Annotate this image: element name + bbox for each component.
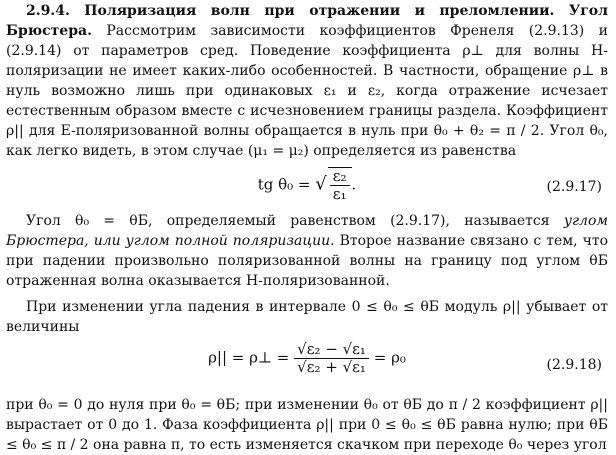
fraction-denominator: ε₁ xyxy=(332,185,347,203)
page xyxy=(6,0,608,455)
fraction xyxy=(330,168,350,203)
equation-number: (2.9.17) xyxy=(546,179,602,195)
equation-lhs: tg θ₀ = xyxy=(257,175,311,194)
equation-tail: . xyxy=(351,175,357,194)
paragraph-brewster xyxy=(6,211,608,291)
equation-rhs: = ρ₀ xyxy=(373,348,406,367)
fraction xyxy=(294,341,369,376)
equation-2-9-17 xyxy=(6,167,608,207)
paragraph-phase-text: при θ₀ = 0 до нуля при θ₀ = θБ; при изменении θ₀ от θБ до π / 2 коэффициент ρ|| вырастает от 0 до 1. Фаза коэффициента ρ|| при 0 ≤ θ₀ ≤ θБ равна нулю; при θБ ≤ θ₀ ≤ π / 2 она равна π, то есть изменяется скачком при переходе θ₀ через угол xyxy=(6,397,608,453)
fraction-numerator: ε₂ xyxy=(330,168,350,186)
equation-body xyxy=(6,341,608,376)
fraction-denominator: √ε₂ + √ε₁ xyxy=(297,358,366,376)
equation-body xyxy=(6,167,608,203)
brewster-term: углом Брюстера, или углом полной поляризации. xyxy=(6,213,608,249)
sqrt-radicand xyxy=(328,167,352,203)
paragraph-brewster-text-a: Угол θ₀ = θБ, определяемый равенством (2.9.17), называется xyxy=(26,213,564,229)
sqrt-sign: √ xyxy=(315,173,327,195)
section-title: 2.9.4. Поляризация волн при отражении и преломлении. Угол Брюстера. xyxy=(6,3,608,39)
paragraph-intro-text: Рассмотрим зависимости коэффициентов Френеля (2.9.13) и (2.9.14) от параметров сред. Поведение коэффициента ρ⊥ для волны H-поляризации не имеет каких-либо особенностей. В частности, обращение ρ⊥ в нуль возможно лишь при одинаковых ε₁ и ε₂, когда отражение исчезает естественным образом вместе с исчезновением границы раздела. Коэффициент ρ|| для E-поляризованной волны обращается в нуль при θ₀ + θ₂ = π / 2. Угол θ₀, как легко видеть, в этом случае (μ₁ = μ₂) определяется из равенства xyxy=(6,23,608,159)
equation-number: (2.9.18) xyxy=(546,357,602,373)
paragraph-intro xyxy=(6,1,608,161)
fraction-numerator: √ε₂ − √ε₁ xyxy=(294,341,369,359)
paragraph-phase xyxy=(6,395,608,455)
equation-2-9-18 xyxy=(6,341,608,393)
paragraph-interval-text: При изменении угла падения в интервале 0 ≤ θ₀ ≤ θБ модуль ρ|| убывает от величины xyxy=(6,299,608,335)
paragraph-brewster-text-b: Второе название связано с тем, что при падении произвольно поляризованной волны на границу под углом θБ отраженная волна оказывается H-поляризованной. xyxy=(6,233,608,289)
paragraph-interval xyxy=(6,297,608,337)
equation-lhs: ρ|| = ρ⊥ = xyxy=(208,348,290,367)
